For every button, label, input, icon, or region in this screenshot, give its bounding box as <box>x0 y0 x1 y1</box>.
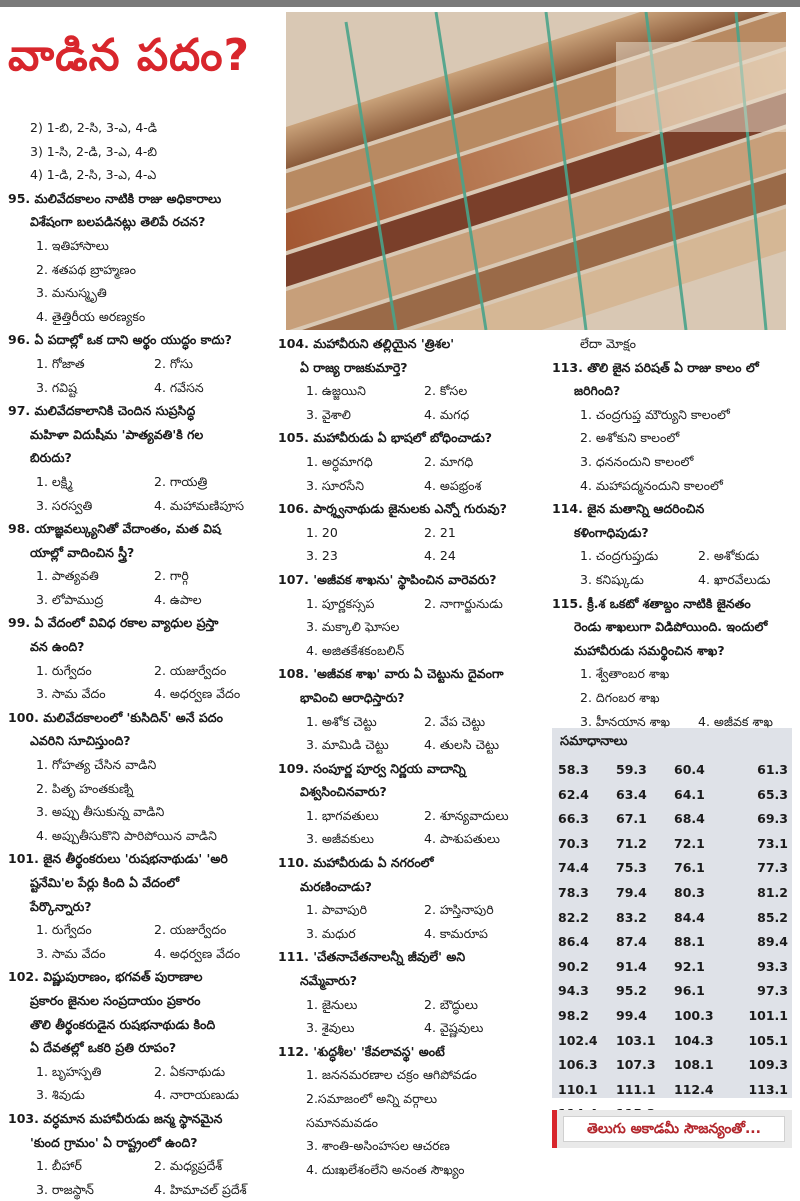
answer-cell: 80.3 <box>674 884 705 900</box>
question-text: యాల్లో వాదించిన స్త్రీ? <box>30 544 135 560</box>
option-text: 4. ఉపాల <box>154 591 202 607</box>
question-text: 108. 'అజీవక శాఖ' వారు ఏ చెట్టును దైవంగా <box>278 666 504 682</box>
credit-banner <box>552 1110 792 1148</box>
option-text: 4. ఖారవేలుడు <box>698 571 771 587</box>
option-text: 3. శైవులు <box>306 1020 355 1036</box>
answer-cell: 98.2 <box>558 1007 589 1023</box>
option-text: 4. మగధ <box>424 406 470 422</box>
question-text: మహిళా విదుషీమ 'పాత్యవతి'కి గల <box>30 426 204 442</box>
option-row <box>8 564 276 588</box>
option-text: 4. అధర్వణ వేదం <box>154 686 241 702</box>
answer-cell: 58.3 <box>558 762 589 777</box>
answer-cell: 70.3 <box>558 835 589 851</box>
option-text: 1. చంద్రగుప్త మౌర్యుని కాలంలో <box>580 406 730 422</box>
option-text: 2. బౌద్ధులు <box>424 996 478 1012</box>
answer-row <box>558 1004 788 1029</box>
answer-cell: 112.4 <box>674 1081 714 1097</box>
option-row <box>278 474 546 498</box>
option-row <box>8 494 276 518</box>
answer-cell: 91.4 <box>616 958 647 974</box>
palm-leaf-manuscripts-photo <box>286 12 786 330</box>
answer-cell: 87.4 <box>616 934 647 950</box>
option-text: 3. ధననందుని కాలంలో <box>580 453 694 469</box>
answer-cell: 69.3 <box>757 811 788 827</box>
answer-cell: 113.1 <box>748 1081 788 1097</box>
option-row <box>8 682 276 706</box>
option-text: 3. కనిష్కుడు <box>580 571 644 587</box>
answer-cell: 105.1 <box>748 1032 788 1048</box>
answer-row <box>558 881 788 906</box>
column-1 <box>8 116 276 1201</box>
question-text: రెండు శాఖలుగా విడిపోయింది. ఇందులో <box>574 619 768 635</box>
answer-cell: 85.2 <box>757 909 788 925</box>
option-text: 1. జననమరణాల చక్రం ఆగిపోవడం <box>306 1067 477 1083</box>
answer-cell: 90.2 <box>558 958 589 974</box>
option-text: 2. గాయత్రి <box>154 473 208 489</box>
answer-row <box>558 930 788 955</box>
option-text: 3. మక్కాలి ఘోసల <box>306 619 400 635</box>
option-text: 4. నారాయణుడు <box>154 1087 239 1103</box>
option-text: 2. అశోకుడు <box>698 548 760 564</box>
answer-cell: 107.3 <box>616 1057 656 1073</box>
answer-row <box>558 1053 788 1078</box>
option-row <box>278 827 546 851</box>
option-text: 4. వైష్ణవులు <box>424 1020 484 1036</box>
answer-cell: 68.4 <box>674 811 705 827</box>
option-text: సమానమవడం <box>306 1114 378 1130</box>
answer-cell: 104.3 <box>674 1032 714 1048</box>
option-text: 3. అజీవకులు <box>306 831 374 847</box>
question-text: 95. మలివేదకాలం నాటికి రాజు అధికారాలు <box>8 190 222 206</box>
option-text: 3. సామ వేదం <box>36 945 106 961</box>
answer-row <box>558 783 788 808</box>
option-text: 3. మధుర <box>306 925 356 941</box>
option-row <box>278 592 546 616</box>
option-text: 2. యజుర్వేదం <box>154 922 227 938</box>
answer-cell: 62.4 <box>558 786 589 802</box>
option-text: 3. సరస్వతి <box>36 497 93 513</box>
question-text: 106. పార్శ్వనాథుడు జైనులకు ఎన్నో గురువు? <box>278 501 507 517</box>
question-text: పేర్కొన్నారు? <box>30 898 92 914</box>
option-row <box>278 993 546 1017</box>
option-text: 2.సమాజంలో అన్ని వర్గాలు <box>306 1091 438 1106</box>
option-row <box>278 710 546 734</box>
option-text: 4. అపభ్రంశ <box>424 477 482 493</box>
question-text: మరణించాడు? <box>300 878 372 894</box>
answer-cell: 102.4 <box>558 1032 598 1048</box>
answer-cell: 103.1 <box>616 1032 656 1048</box>
option-text: 4. 24 <box>424 548 456 564</box>
answer-cell: 74.4 <box>558 860 589 876</box>
column-2 <box>278 332 546 1181</box>
option-row <box>8 376 276 400</box>
question-text: ఏ రాజ్య రాజకుమార్తె? <box>300 359 408 375</box>
answer-cell: 97.3 <box>757 983 788 999</box>
answer-cell: 72.1 <box>674 835 705 851</box>
option-row <box>8 918 276 942</box>
question-text: 114. జైన మతాన్ని ఆదరించిన <box>552 501 705 517</box>
answer-cell: 81.2 <box>757 884 788 900</box>
answer-cell: 63.4 <box>616 786 647 802</box>
answer-row <box>558 856 788 881</box>
option-row <box>8 1154 276 1178</box>
answer-cell: 84.4 <box>674 909 705 925</box>
answer-cell: 79.4 <box>616 884 647 900</box>
answer-row <box>558 758 788 783</box>
question-text: 107. 'అజీవక శాఖను' స్థాపించిన వారెవరు? <box>278 571 497 587</box>
question-text: 105. మహావీరుడు ఏ భాషలో బోధించాడు? <box>278 430 493 446</box>
option-row <box>8 1083 276 1107</box>
option-text: 3. శాంతి-అసింహసల ఆచరణ <box>306 1138 450 1154</box>
option-row <box>278 733 546 757</box>
option-text: 3. వైశాలి <box>306 406 351 422</box>
option-text: 2) 1-బి, 2-సి, 3-ఎ, 4-డి <box>30 120 158 135</box>
answer-cell: 83.2 <box>616 909 647 925</box>
question-text: తొలి తీర్థంకరుడైన రుషభనాథుడు కింది <box>30 1016 216 1032</box>
question-text: ఎవరిని సూచిస్తుంది? <box>30 733 131 749</box>
option-text: 4. గవేసన <box>154 379 204 395</box>
option-text: 1. ఉజ్జయిని <box>306 383 366 399</box>
option-row <box>278 521 546 545</box>
answer-cell: 66.3 <box>558 811 589 827</box>
question-text: 'కుంద గ్రామం' ఏ రాష్ట్రంలో ఉంది? <box>30 1134 198 1150</box>
option-text: 3) 1-సి, 2-డి, 3-ఎ, 4-బి <box>30 143 158 159</box>
answer-row <box>558 1078 788 1103</box>
question-text: నమ్మేవారు? <box>300 973 358 989</box>
question-text: 99. ఏ వేదంలో వివిధ రకాల వ్యాధుల ప్రస్తా <box>8 615 219 631</box>
column-3 <box>552 332 792 733</box>
answer-cell: 82.2 <box>558 909 589 925</box>
question-text: 109. సంపూర్ణ పూర్వ నిర్ణయ వాదాన్ని <box>278 760 466 776</box>
option-row <box>8 470 276 494</box>
option-row <box>278 922 546 946</box>
option-text: 1. బృహస్పతి <box>36 1063 102 1079</box>
question-text: ఏ దేవతల్లో ఒకరి ప్రతి రూపం? <box>30 1040 177 1056</box>
option-text: 3. సామ వేదం <box>36 686 106 702</box>
option-text: 1. లక్ష్మి <box>36 473 73 489</box>
question-text: బిరుదు? <box>30 450 72 466</box>
question-text: కళింగాధిపుడు? <box>574 524 649 540</box>
answer-cell: 77.3 <box>757 860 788 876</box>
answer-cell: 65.3 <box>757 786 788 802</box>
answer-cell: 76.1 <box>674 860 705 876</box>
option-text: 2. పితృ హంతకుణ్ని <box>36 780 134 796</box>
question-text: 100. మలివేదకాలంలో 'కుసిదిన్' అనే పదం <box>8 709 223 725</box>
option-row <box>552 544 792 568</box>
headline: వాడిన పదం? <box>8 30 251 81</box>
option-text: 4. అజీవక శాఖ <box>698 713 773 729</box>
question-text: 113. తొలి జైన పరిషత్ ఏ రాజు కాలం లో <box>552 359 759 375</box>
option-text: 2. నాగార్జునుడు <box>424 595 503 611</box>
option-text: 1. పావాపురి <box>306 902 367 918</box>
question-text: 112. 'శుద్ధశీల' 'కేవలావస్థ' అంటే <box>278 1043 445 1059</box>
question-text: 102. విష్ణుపురాణం, భగవత్ పురాణాల <box>8 969 203 985</box>
option-row <box>8 1060 276 1084</box>
option-row <box>278 544 546 568</box>
answer-cell: 86.4 <box>558 934 589 950</box>
answer-cell: 93.3 <box>757 958 788 974</box>
option-text: 4. మహామణిపూస <box>154 497 245 513</box>
question-text: భావించి ఆరాధిస్తారు? <box>300 689 405 705</box>
option-text: 4. తులసి చెట్టు <box>424 737 500 753</box>
option-text: 4. దుఃఖలేశంలేని అనంత సౌఖ్యం <box>306 1161 465 1177</box>
option-text: 4. అజితకేశకంబలిన్ <box>306 642 405 658</box>
top-bar <box>0 0 800 7</box>
option-text: 4. తైత్తిరీయ అరణ్యకం <box>36 308 146 324</box>
option-text: 3. శివుడు <box>36 1087 85 1103</box>
option-text: 1. జైనులు <box>306 996 358 1012</box>
option-text: 1. 20 <box>306 524 338 540</box>
option-row <box>278 898 546 922</box>
option-text: 2. దిగంబర శాఖ <box>580 689 660 705</box>
option-text: 3. మనుస్మృతి <box>36 285 107 301</box>
question-text: విశ్వసించినవారు? <box>300 784 387 800</box>
option-text: 4. అప్పుతీసుకొని పారిపోయిన వాడిని <box>36 827 217 843</box>
answer-cell: 71.2 <box>616 835 647 851</box>
option-text: 1. బీహార్ <box>36 1158 82 1174</box>
answer-row <box>558 955 788 980</box>
option-text: 2. అశోకుని కాలంలో <box>580 430 680 446</box>
option-row <box>8 942 276 966</box>
option-text: 1. పూర్ణకస్సప <box>306 595 375 611</box>
option-text: 4) 1-డి, 2-సి, 3-ఎ, 4-ఎ <box>30 167 157 183</box>
answer-cell: 101.1 <box>748 1007 788 1023</box>
credit-text: తెలుగు అకాడమీ సౌజన్యంతో... <box>563 1116 785 1142</box>
answer-cell: 89.4 <box>757 934 788 950</box>
answer-cell: 64.1 <box>674 786 705 802</box>
answer-row <box>558 906 788 931</box>
question-text: జరిగింది? <box>574 383 621 399</box>
option-text: 1. గోహత్య చేసిన వాడిని <box>36 757 157 773</box>
option-text: 1. అశోక చెట్టు <box>306 713 377 729</box>
option-text: 4. హిమాచల్ ప్రదేశ్ <box>154 1181 247 1197</box>
option-text: 1. చంద్రగుప్తుడు <box>580 548 659 564</box>
option-text: 1. శ్వేతాంబర శాఖ <box>580 666 670 682</box>
answer-row <box>558 979 788 1004</box>
question-text: 110. మహావీరుడు ఏ నగరంలో <box>278 855 434 871</box>
question-text: 98. యాజ్ఞవల్క్యునితో వేదాంతం, మత విష <box>8 521 221 537</box>
answer-cell: 111.1 <box>616 1081 656 1097</box>
option-text: 3. హీనయాన శాఖ <box>580 713 671 729</box>
option-text: 1. భాగవతులు <box>306 807 379 823</box>
option-row <box>8 1178 276 1201</box>
option-row <box>278 403 546 427</box>
answer-row <box>558 807 788 832</box>
option-text: 3. గవిష్ట <box>36 379 77 395</box>
option-row <box>278 804 546 828</box>
answer-cell: 78.3 <box>558 884 589 900</box>
option-text: 1. గోజాత <box>36 355 85 371</box>
question-text: 101. జైన తీర్థంకరులు 'రుషభనాథుడు' 'అరి <box>8 851 228 867</box>
question-text: 103. వర్ధమాన మహావీరుడు జన్మ స్థానమైన <box>8 1110 223 1126</box>
option-row <box>8 352 276 376</box>
answer-cell: 60.4 <box>674 762 705 777</box>
question-text: మహావీరుడు సమర్థించిన శాఖ? <box>574 642 725 658</box>
option-row <box>278 1016 546 1040</box>
answer-cell: 73.1 <box>757 835 788 851</box>
option-text: 2. గోసు <box>154 355 193 371</box>
option-text: 1. రుగ్వేదం <box>36 662 92 678</box>
option-text: 2. శతపథ బ్రాహ్మణం <box>36 261 136 277</box>
option-row <box>278 450 546 474</box>
option-text: 2. మాగధి <box>424 453 474 469</box>
option-row <box>278 379 546 403</box>
answer-cell: 106.3 <box>558 1057 598 1073</box>
option-text: 2. మధ్యప్రదేశ్ <box>154 1158 223 1174</box>
option-text: 3. మామిడి చెట్టు <box>306 737 389 753</box>
option-text: లేదా మోక్షం <box>580 336 636 351</box>
answer-cell: 94.3 <box>558 983 589 999</box>
option-text: 3. లోపాముద్ర <box>36 591 104 607</box>
option-text: 3. అప్పు తీసుకున్న వాడిని <box>36 804 165 820</box>
answers-grid <box>558 758 788 1127</box>
option-text: 2. గార్గి <box>154 568 189 584</box>
option-row <box>8 588 276 612</box>
question-text: 115. క్రీ.శ ఒకటో శతాబ్దం నాటికి జైనతం <box>552 595 751 611</box>
option-text: 2. 21 <box>424 524 456 540</box>
question-text: 97. మలివేదకాలానికి చెందిన సుప్రసిద్ధ <box>8 403 196 419</box>
option-text: 2. ఏకనాథుడు <box>154 1063 226 1079</box>
answer-cell: 88.1 <box>674 934 705 950</box>
option-text: 3. 23 <box>306 548 338 564</box>
option-text: 4. కామరూప <box>424 925 488 941</box>
answer-cell: 108.1 <box>674 1057 714 1073</box>
answer-cell: 95.2 <box>616 983 647 999</box>
option-text: 2. వేప చెట్టు <box>424 713 486 729</box>
option-text: 2. యజుర్వేదం <box>154 662 227 678</box>
answer-cell: 92.1 <box>674 958 705 974</box>
option-text: 3. రాజస్థాన్ <box>36 1181 94 1197</box>
option-text: 1. ఇతిహాసాలు <box>36 237 109 253</box>
answer-cell: 109.3 <box>748 1057 788 1073</box>
answer-row <box>558 832 788 857</box>
option-text: 3. సూరసేని <box>306 477 364 493</box>
answer-cell: 67.1 <box>616 811 647 827</box>
answer-cell: 99.4 <box>616 1007 647 1023</box>
question-text: ప్రకారం జైనుల సంప్రదాయం ప్రకారం <box>30 992 201 1008</box>
question-text: వన ఉంది? <box>30 639 85 655</box>
answer-cell: 100.3 <box>674 1007 714 1023</box>
option-text: 2. హస్తినాపురి <box>424 902 494 918</box>
option-text: 2. శూన్యవాదులు <box>424 807 509 823</box>
option-text: 4. పాశుపతులు <box>424 831 500 847</box>
answer-cell: 61.3 <box>757 762 788 777</box>
option-text: 2. కోసల <box>424 383 468 399</box>
option-row <box>8 659 276 683</box>
question-text: ష్టనేమి'ల పేర్లు కింది ఏ వేదంలో <box>30 875 180 890</box>
option-row <box>552 568 792 592</box>
answers-box <box>552 728 792 1098</box>
answer-row <box>558 1029 788 1054</box>
question-text: 111. 'చేతనాచేతనాలన్నీ జీవులే' అని <box>278 949 466 965</box>
answers-title: సమాధానాలు <box>560 734 628 749</box>
option-text: 1. రుగ్వేదం <box>36 922 92 938</box>
answer-cell: 59.3 <box>616 762 647 777</box>
answer-cell: 96.1 <box>674 983 705 999</box>
question-text: విశేషంగా బలపడినట్లు తెలిపే రచన? <box>30 214 206 230</box>
answer-cell: 110.1 <box>558 1081 598 1097</box>
option-text: 4. అధర్వణ వేదం <box>154 945 241 961</box>
answer-cell: 75.3 <box>616 860 647 876</box>
option-text: 1. అర్ధమాగధి <box>306 453 373 469</box>
question-text: 104. మహావీరుని తల్లియైన 'త్రిశల' <box>278 336 455 351</box>
question-text: 96. ఏ పదాల్లో ఒక దాని అర్థం యుద్ధం కాదు? <box>8 332 232 348</box>
option-text: 1. పాత్యవతి <box>36 568 99 584</box>
option-text: 4. మహాపద్మనందుని కాలంలో <box>580 477 723 493</box>
